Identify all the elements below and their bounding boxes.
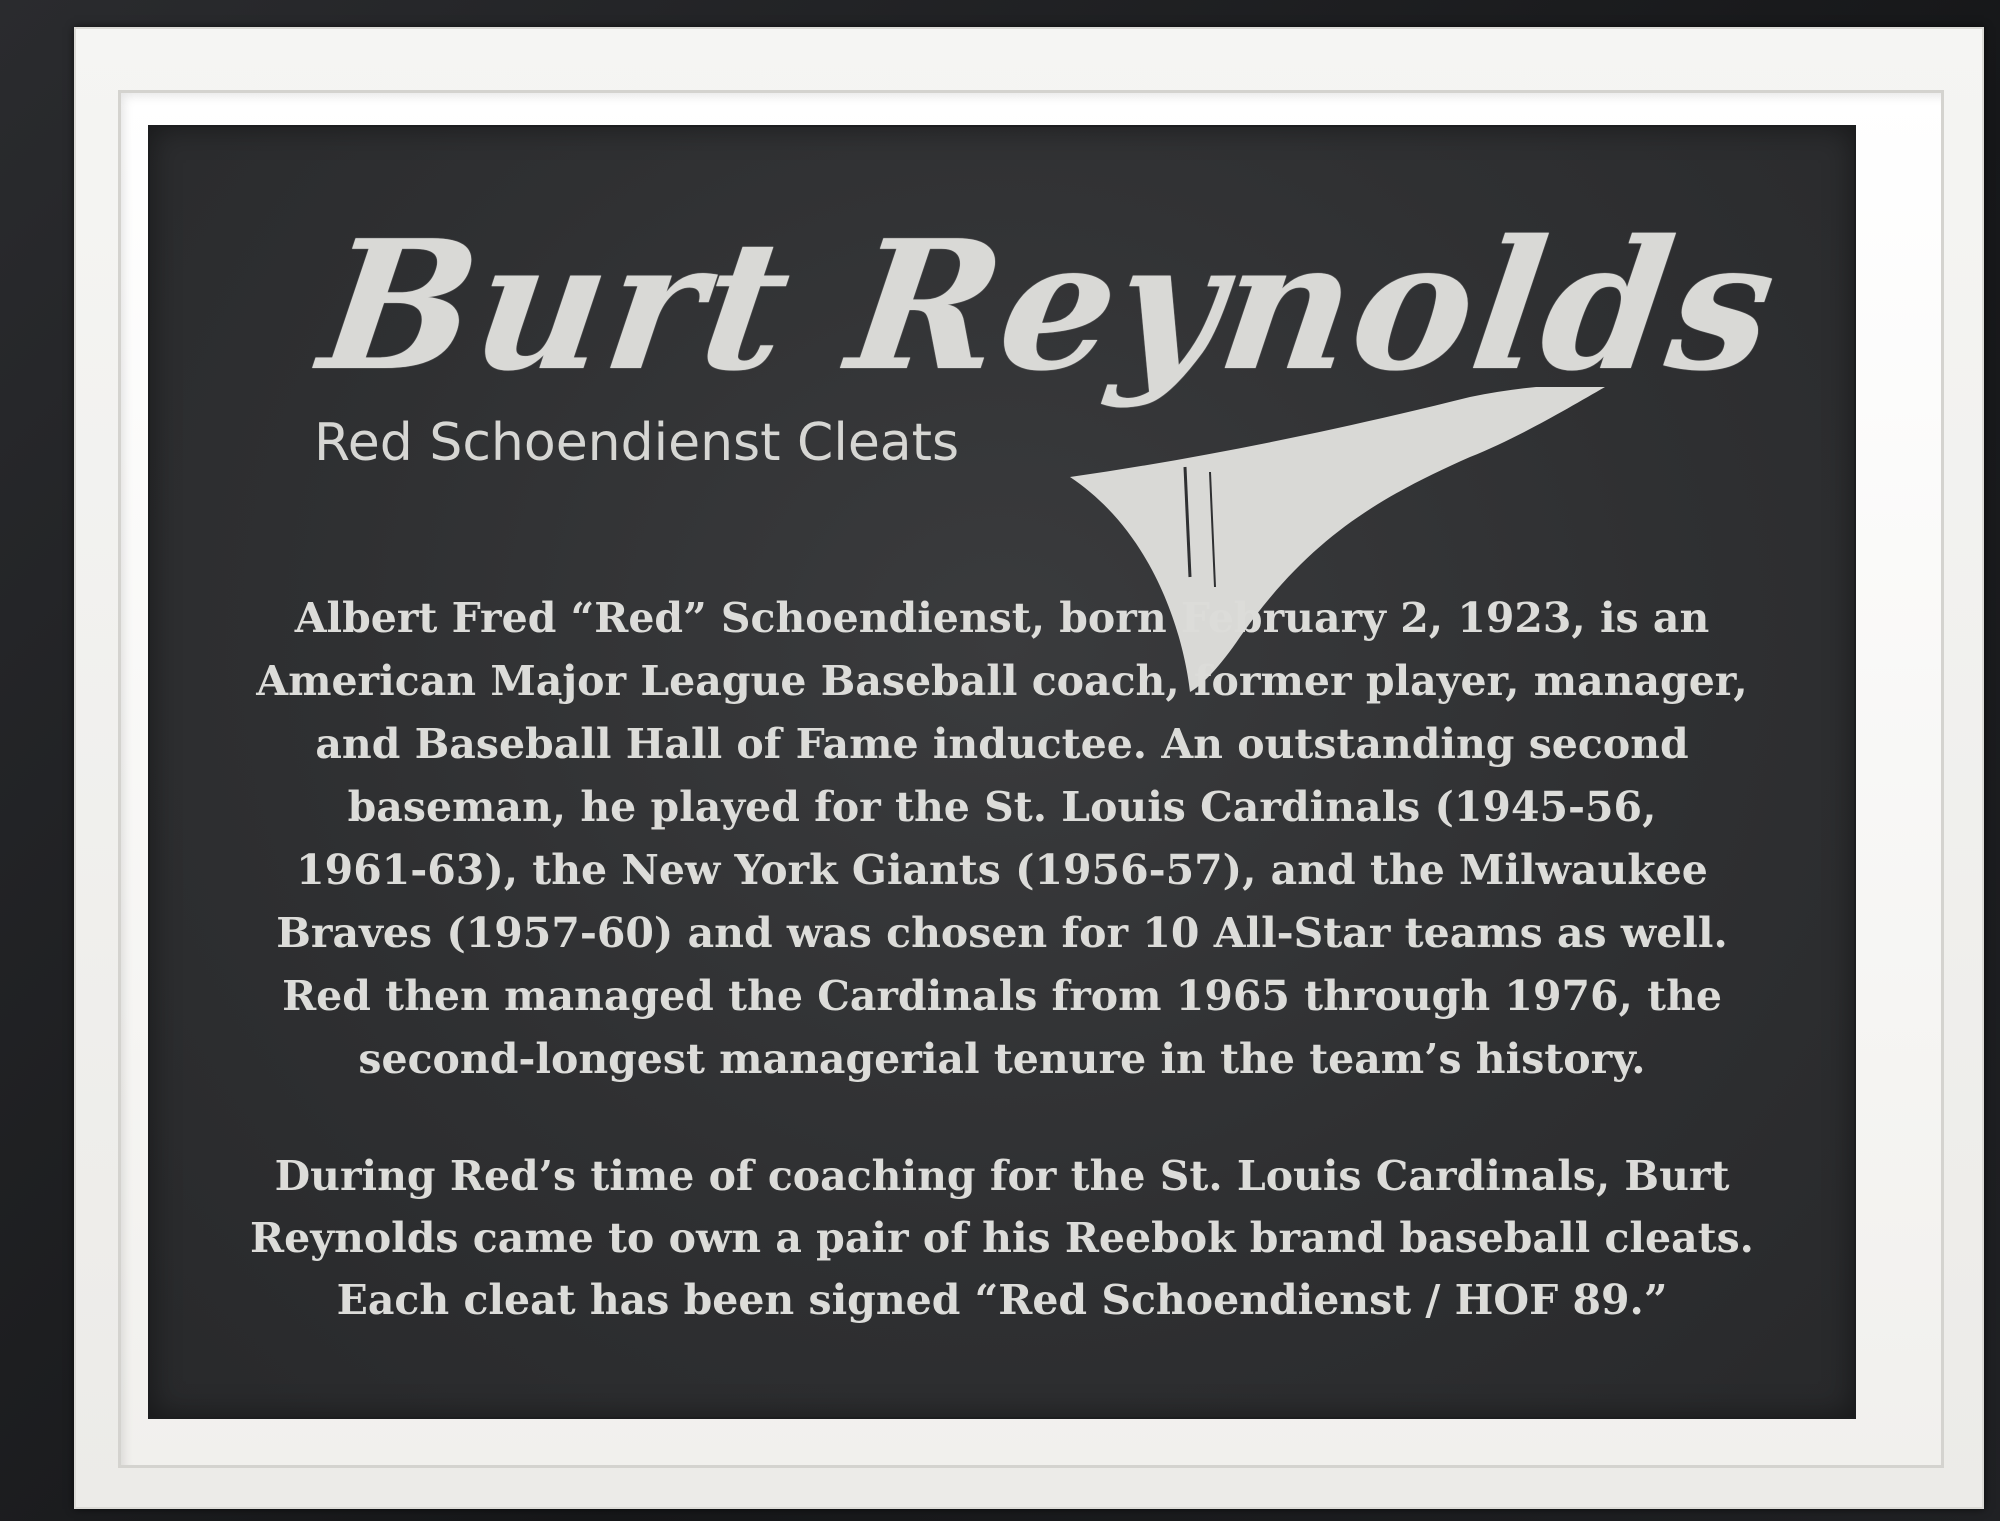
bio-line: Red then managed the Cardinals from 1965 through 1976, the bbox=[282, 972, 1722, 1020]
bio-line: second-longest managerial tenure in the team’s history. bbox=[358, 1035, 1646, 1083]
provenance-line: During Red’s time of coaching for the St. Louis Cardinals, Burt bbox=[274, 1152, 1730, 1200]
bio-line: 1961-63), the New York Giants (1956-57), and the Milwaukee bbox=[296, 846, 1708, 894]
bio-line: Albert Fred “Red” Schoendienst, born February 2, 1923, is an bbox=[294, 594, 1710, 642]
biography-paragraph bbox=[230, 587, 1774, 1091]
engraved-plaque bbox=[150, 127, 1854, 1417]
bio-line: and Baseball Hall of Fame inductee. An outstanding second bbox=[315, 720, 1689, 768]
bio-line: American Major League Baseball coach, former player, manager, bbox=[256, 657, 1748, 705]
provenance-line: Reynolds came to own a pair of his Reebok brand baseball cleats. bbox=[250, 1214, 1754, 1262]
plaque-title: Burt Reynolds bbox=[310, 201, 1789, 410]
provenance-line: Each cleat has been signed “Red Schoendienst / HOF 89.” bbox=[336, 1276, 1668, 1324]
plaque-subtitle: Red Schoendienst Cleats bbox=[314, 413, 960, 473]
bio-line: Braves (1957-60) and was chosen for 10 All-Star teams as well. bbox=[276, 909, 1728, 957]
provenance-paragraph bbox=[230, 1145, 1774, 1331]
bio-line: baseman, he played for the St. Louis Cardinals (1945-56, bbox=[347, 783, 1657, 831]
